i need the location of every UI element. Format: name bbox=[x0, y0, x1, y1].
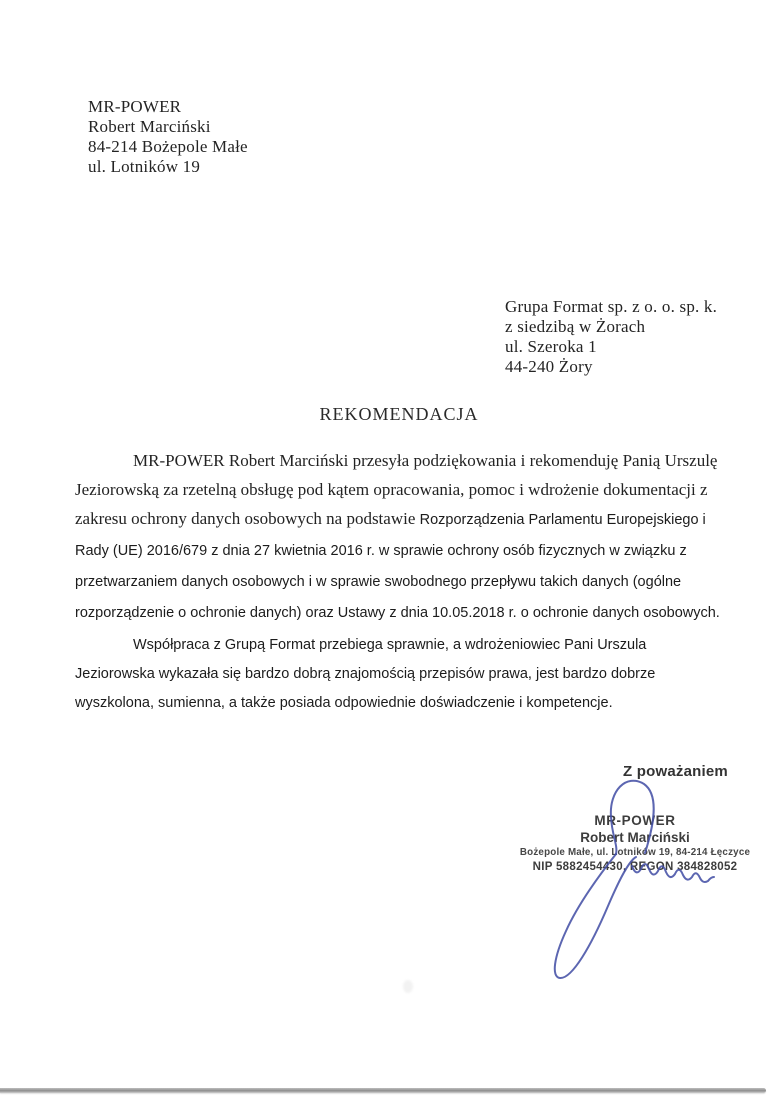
sender-street: ul. Lotników 19 bbox=[88, 157, 201, 176]
stamp-company: MR-POWER bbox=[594, 813, 676, 828]
paragraph-2: Współpraca z Grupą Format przebiega sprawnie, a wdrożeniowiec Pani Urszula Jeziorowska wykazała się bardzo dobrą znajomością przepisów prawa, jest bardzo dobrze wyszkolona, sumienna, a także posiada odpowiednie doświadczenie i kompetencje. bbox=[75, 637, 656, 711]
recipient-postal: 44-240 Żory bbox=[505, 357, 593, 376]
letter-title: REKOMENDACJA bbox=[319, 404, 479, 424]
recipient-address-block bbox=[505, 297, 717, 377]
sender-company: MR-POWER bbox=[88, 97, 182, 116]
scan-edge-shadow bbox=[0, 1088, 766, 1093]
sender-address-block bbox=[88, 97, 248, 177]
stamp-address: Bożepole Małe, ul. Lotników 19, 84-214 Łęczyce bbox=[519, 847, 751, 858]
paragraph-1-sans-run: Rozporządzenia Parlamentu Europejskiego i Rady (UE) 2016/679 z dnia 27 kwietnia 2016 r. w sprawie ochrony osób fizycznych w związku z przetwarzaniem danych osobowych i w sprawie swobodnego przepływu takich danych (ogólne rozporządzenie o ochronie danych) oraz Ustawy z dnia 10.05.2018 r. o ochronie danych osobowych. bbox=[75, 512, 720, 621]
recipient-company: Grupa Format sp. z o. o. sp. k. bbox=[505, 297, 718, 316]
recipient-street: ul. Szeroka 1 bbox=[505, 337, 597, 356]
sender-postal: 84-214 Bożepole Małe bbox=[88, 137, 248, 156]
stamp-person: Robert Marciński bbox=[580, 830, 690, 845]
sender-name: Robert Marciński bbox=[88, 117, 211, 136]
signature-ink bbox=[535, 770, 740, 995]
paragraph-1-serif-run: MR-POWER Robert Marciński przesyła podziękowania i rekomenduję Panią Urszulę Jeziorowską za rzetelną obsługę pod kątem opracowania, pomoc i wdrożenie dokumentacji z zakresu ochrony danych osobowych na podstawie bbox=[75, 451, 718, 528]
letter-body bbox=[75, 446, 725, 718]
closing-phrase: Z poważaniem bbox=[623, 763, 728, 780]
recipient-city-line: z siedzibą w Żorach bbox=[505, 317, 646, 336]
paragraph-1 bbox=[75, 446, 725, 628]
stamp-ids: NIP 5882454430, REGON 384828052 bbox=[532, 861, 738, 873]
scan-smudge bbox=[403, 980, 413, 993]
signature-strokes bbox=[555, 781, 714, 978]
